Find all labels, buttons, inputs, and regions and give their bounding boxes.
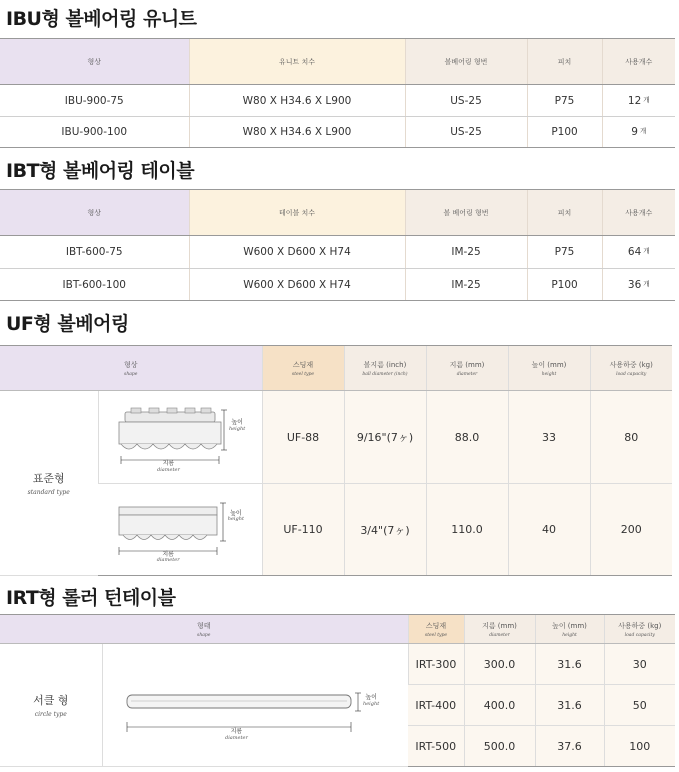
irt-header-row — [0, 615, 675, 644]
table-row — [0, 644, 675, 685]
table-row — [0, 85, 675, 117]
uf-header-steel — [262, 346, 344, 391]
header-en: load capacity — [624, 632, 655, 638]
uf-table — [0, 345, 672, 576]
fig-ko: 높이 — [365, 694, 377, 701]
irt-header-height — [535, 615, 604, 644]
load-cell: 50 — [604, 685, 675, 726]
uf-88-diameter-label — [157, 461, 180, 473]
irt-drawing-cell — [102, 644, 408, 767]
diameter-cell: 400.0 — [464, 685, 535, 726]
fig-en: height — [363, 700, 380, 707]
header-en: ball diameter (inch) — [362, 371, 408, 377]
header-ko: 지름 (mm) — [449, 360, 485, 369]
header-ko: 높이 (mm) — [531, 360, 567, 369]
count-unit: 개 — [639, 127, 647, 135]
header-en: steel type — [291, 371, 315, 377]
model-cell: IBT-600-75 — [0, 236, 189, 269]
uf-110-drawing-cell — [98, 484, 262, 576]
header-ko: 형상 — [123, 360, 138, 369]
header-ko: 스딩재 — [292, 360, 314, 369]
dimension-cell: W80 X H34.6 X L900 — [189, 85, 405, 117]
irt-header-diameter — [464, 615, 535, 644]
load-cell: 200 — [590, 484, 672, 576]
ibt-header-count: 사용개수 — [602, 190, 675, 236]
irt-section-title: IRT형 롤러 턴테이블 — [6, 587, 176, 609]
model-cell: IBU-900-75 — [0, 85, 189, 117]
header-ko: 지름 (mm) — [482, 621, 517, 630]
fig-ko: 지름 — [230, 728, 243, 735]
header-ko: 형태 — [196, 621, 211, 630]
uf-88-drawing — [107, 398, 253, 476]
fig-ko: 높이 — [230, 509, 242, 517]
fig-ko: 지름 — [162, 550, 174, 558]
irt-outline-icon — [107, 665, 403, 745]
bearing-cell: IM-25 — [405, 236, 527, 269]
uf-110-height-label — [228, 511, 244, 523]
ibt-header-shape: 형상 — [0, 190, 189, 236]
ibt-header-bearing: 볼 베어링 형번 — [405, 190, 527, 236]
count-cell — [602, 117, 675, 148]
count-value: 36 — [627, 278, 642, 291]
table-row — [0, 484, 672, 576]
bearing-cell: US-25 — [405, 85, 527, 117]
header-ko: 사용하중 (kg) — [609, 360, 653, 369]
steel-cell: IRT-500 — [408, 726, 464, 767]
diameter-cell: 300.0 — [464, 644, 535, 685]
header-en: height — [562, 632, 577, 638]
uf-header-load — [590, 346, 672, 391]
height-cell: 31.6 — [535, 644, 604, 685]
irt-height-label — [363, 695, 379, 707]
count-value: 9 — [631, 126, 638, 138]
fig-en: height — [229, 425, 246, 432]
ibu-header-pitch: 피치 — [527, 39, 602, 85]
irt-diameter-label — [225, 729, 248, 741]
ibu-header-row — [0, 39, 675, 85]
steel-cell: IRT-300 — [408, 644, 464, 685]
ibu-header-count: 사용개수 — [602, 39, 675, 85]
header-en: shape — [197, 632, 211, 638]
load-cell: 30 — [604, 644, 675, 685]
uf-110-drawing — [107, 493, 253, 567]
height-cell: 40 — [508, 484, 590, 576]
fig-en: height — [227, 516, 244, 523]
ibu-table — [0, 38, 675, 148]
type-ko: 서클 형 — [33, 694, 69, 707]
pitch-cell: P75 — [527, 236, 602, 269]
header-ko: 사용하중 (kg) — [618, 621, 662, 630]
steel-cell: UF-110 — [262, 484, 344, 576]
fig-ko: 높이 — [231, 419, 243, 426]
count-unit: 개 — [643, 279, 650, 288]
diameter-cell: 500.0 — [464, 726, 535, 767]
steel-cell: UF-88 — [262, 391, 344, 484]
irt-type-cell — [0, 644, 102, 767]
ibu-header-dimension: 유니트 치수 — [189, 39, 405, 85]
uf-header-shape — [0, 346, 262, 391]
load-cell: 100 — [604, 726, 675, 767]
bearing-cell: IM-25 — [405, 269, 527, 301]
bearing-cell: US-25 — [405, 117, 527, 148]
header-ko: 높이 (mm) — [552, 621, 587, 630]
irt-drawing — [107, 665, 403, 745]
count-cell — [602, 85, 675, 117]
type-en: standard type — [27, 489, 70, 496]
model-cell: IBU-900-100 — [0, 117, 189, 148]
uf-header-height — [508, 346, 590, 391]
table-row — [0, 117, 675, 148]
table-row — [0, 391, 672, 484]
fig-en: diameter — [157, 466, 180, 473]
ibt-header-row — [0, 190, 675, 236]
header-en: diameter — [456, 371, 478, 377]
diameter-cell: 88.0 — [426, 391, 508, 484]
ball-cell: 9/16"(7ヶ) — [344, 391, 426, 484]
header-en: steel type — [424, 632, 448, 638]
fig-en: diameter — [225, 734, 248, 741]
ball-cell: 3/4"(7ヶ) — [344, 484, 426, 576]
count-value: 64 — [627, 246, 642, 258]
uf-type-cell — [0, 391, 98, 576]
ibt-table — [0, 189, 675, 301]
ibu-section-title: IBU형 볼베어링 유니트 — [6, 8, 197, 30]
table-row — [0, 269, 675, 301]
uf-110-outline-icon — [107, 493, 253, 567]
uf-88-drawing-cell — [98, 391, 262, 484]
uf-header-row — [0, 346, 672, 391]
irt-table — [0, 614, 675, 767]
header-ko: 볼지름 (inch) — [363, 360, 407, 369]
ibt-section-title: IBT형 볼베어링 테이블 — [6, 160, 195, 182]
irt-header-load — [604, 615, 675, 644]
dimension-cell: W80 X H34.6 X L900 — [189, 117, 405, 148]
uf-88-outline-icon — [107, 398, 253, 476]
ibt-header-pitch: 피치 — [527, 190, 602, 236]
uf-section-title: UF형 볼베어링 — [6, 313, 129, 335]
ibt-header-dimension: 테이블 치수 — [189, 190, 405, 236]
uf-88-height-label — [229, 420, 245, 432]
table-row — [0, 236, 675, 269]
count-unit: 개 — [643, 95, 650, 104]
header-ko: 스딩재 — [425, 621, 447, 630]
uf-header-ball — [344, 346, 426, 391]
height-cell: 37.6 — [535, 726, 604, 767]
count-cell — [602, 269, 675, 301]
fig-ko: 지름 — [162, 460, 175, 467]
dimension-cell: W600 X D600 X H74 — [189, 269, 405, 301]
type-ko: 표준형 — [32, 472, 65, 485]
header-en: diameter — [489, 632, 510, 638]
ibu-header-shape: 형상 — [0, 39, 189, 85]
uf-110-diameter-label — [157, 552, 180, 564]
height-cell: 31.6 — [535, 685, 604, 726]
irt-header-steel — [408, 615, 464, 644]
model-cell: IBT-600-100 — [0, 269, 189, 301]
type-en: circle type — [34, 711, 67, 718]
header-en: height — [541, 371, 557, 377]
diameter-cell: 110.0 — [426, 484, 508, 576]
count-unit: 개 — [643, 247, 650, 255]
dimension-cell: W600 X D600 X H74 — [189, 236, 405, 269]
steel-cell: IRT-400 — [408, 685, 464, 726]
irt-header-shape — [0, 615, 408, 644]
pitch-cell: P75 — [527, 85, 602, 117]
pitch-cell: P100 — [527, 117, 602, 148]
count-cell — [602, 236, 675, 269]
header-en: load capacity — [616, 371, 647, 377]
count-value: 12 — [627, 94, 642, 107]
height-cell: 33 — [508, 391, 590, 484]
load-cell: 80 — [590, 391, 672, 484]
pitch-cell: P100 — [527, 269, 602, 301]
ibu-header-bearing: 볼베어링 형번 — [405, 39, 527, 85]
fig-en: diameter — [156, 557, 180, 564]
uf-header-diameter — [426, 346, 508, 391]
header-en: shape — [124, 371, 138, 377]
